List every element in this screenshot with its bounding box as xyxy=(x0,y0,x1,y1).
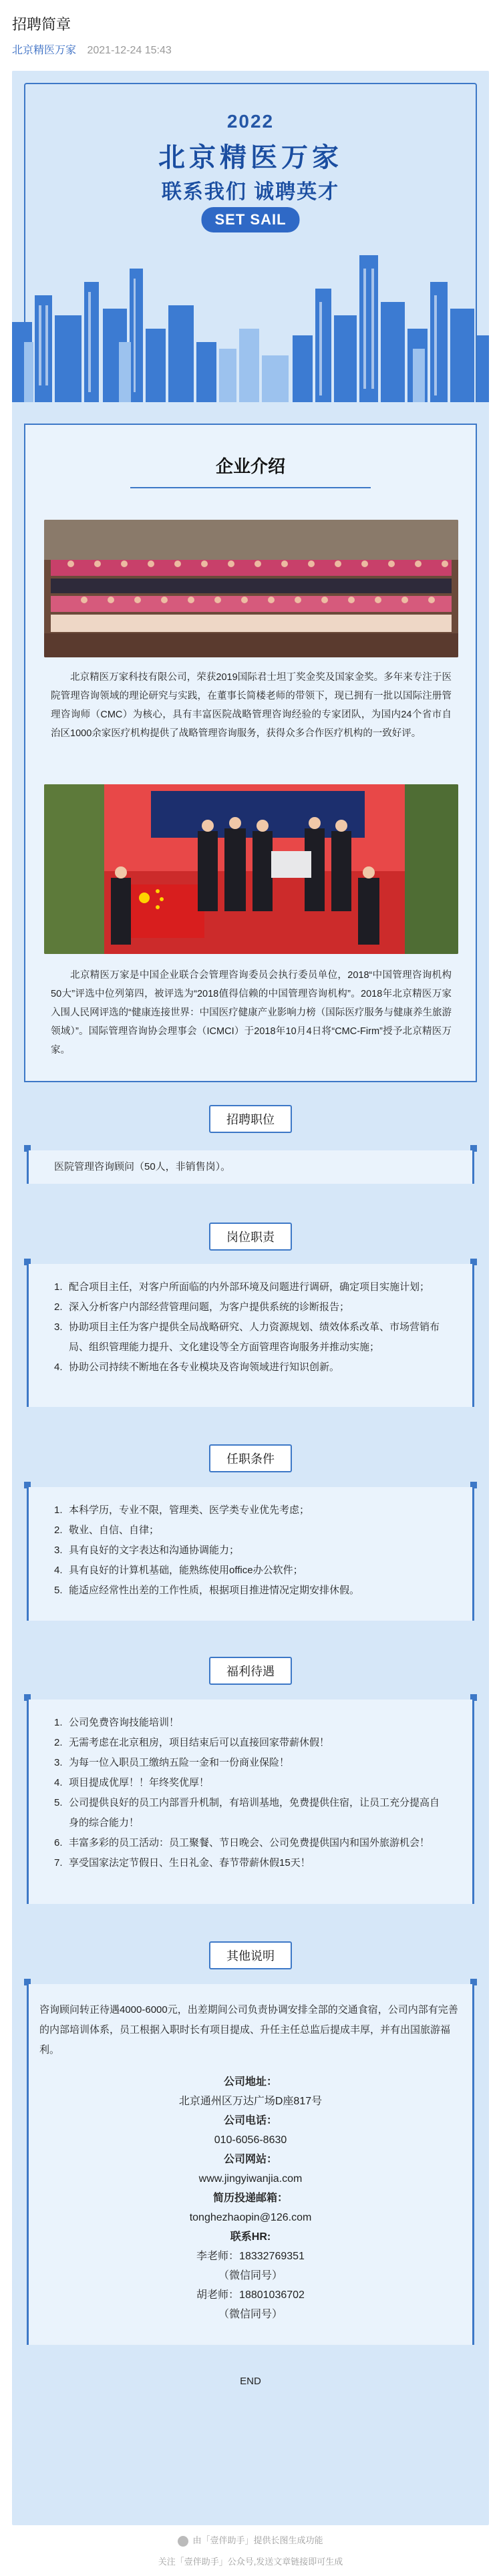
list-item: 6. 丰富多彩的员工活动：员工聚餐、节日晚会、公司免费提供国内和国外旅游机会！ xyxy=(54,1837,430,1848)
article-title: 招聘简章 xyxy=(12,16,71,33)
intro-title-divider xyxy=(130,487,371,488)
positions-title: 招聘职位 xyxy=(209,1105,292,1133)
hr-contact-1[interactable]: 李老师：18332769351 xyxy=(196,2251,305,2262)
duties-title: 岗位职责 xyxy=(209,1223,292,1251)
list-item: 4. 协助公司持续不断地在各专业模块及咨询领域进行知识创新。 xyxy=(54,1361,340,1373)
phone-label: 公司电话： xyxy=(223,2115,277,2126)
hr-contact-2[interactable]: 胡老师：18801036702 xyxy=(196,2289,305,2301)
banner-company: 北京精医万家 xyxy=(158,143,343,172)
hr-contact-1-note: （微信同号） xyxy=(218,2270,283,2281)
requirements-title: 任职条件 xyxy=(209,1444,292,1472)
hr-contact-2-note: （微信同号） xyxy=(218,2309,283,2320)
positions-box xyxy=(27,1150,474,1184)
benefits-box xyxy=(27,1700,474,1904)
city-skyline-illustration xyxy=(12,242,489,402)
set-sail-badge: SET SAIL xyxy=(201,207,299,232)
contact-info xyxy=(12,2072,489,2324)
article-meta xyxy=(12,41,489,57)
footer-line-2: 关注「壹伴助手」公众号,发送文章链接即可生成 xyxy=(158,2556,343,2567)
list-item: 5. 公司提供良好的员工内部晋升机制，有培训基地，免费提供住宿，让员工充分提高自身的综合能力！ xyxy=(54,1797,440,1828)
list-item: 3. 具有良好的文字表达和沟通协调能力； xyxy=(54,1545,240,1556)
requirements-heading xyxy=(12,1444,489,1472)
end-mark: END xyxy=(240,2376,261,2387)
duties-heading xyxy=(12,1223,489,1251)
benefits-heading xyxy=(12,1657,489,1685)
positions-text: 医院管理咨询顾问（50人，非销售岗）。 xyxy=(54,1161,231,1172)
recruit-banner xyxy=(12,71,489,402)
list-item: 2. 深入分析客户内部经营管理问题，为客户提供系统的诊断报告； xyxy=(54,1301,350,1313)
positions-heading xyxy=(12,1105,489,1133)
phone-value[interactable]: 010-6056-8630 xyxy=(214,2134,287,2146)
list-item: 5. 能适应经常性出差的工作性质，根据项目推进情况定期安排休假。 xyxy=(54,1585,360,1596)
list-item: 4. 项目提成优厚！！年终奖优厚！ xyxy=(54,1777,210,1788)
list-item: 2. 无需考虑在北京租房，项目结束后可以直接回家带薪休假！ xyxy=(54,1737,330,1748)
team-group-photo[interactable] xyxy=(44,520,458,657)
hr-label: 联系HR: xyxy=(230,2231,271,2243)
article-header xyxy=(0,0,501,56)
list-item: 3. 协助项目主任为客户提供全局战略研究、人力资源规划、绩效体系改革、市场营销布局、组织管理能力提升、文化建设等全方面管理咨询服务并推动实施； xyxy=(54,1321,440,1353)
website-label: 公司网站： xyxy=(223,2154,277,2165)
list-item: 1. 配合项目主任，对客户所面临的内外部环境及问题进行调研，确定项目实施计划； xyxy=(54,1281,430,1293)
intro-title: 企业介绍 xyxy=(215,456,285,476)
company-intro-card xyxy=(24,424,477,1082)
account-name-link[interactable]: 北京精医万家 xyxy=(12,45,77,56)
article-body xyxy=(12,71,489,2525)
list-item: 4. 具有良好的计算机基础，能熟练使用office办公软件； xyxy=(54,1565,303,1576)
other-text: 咨询顾问转正待遇4000-6000元，出差期间公司负责协调安排全部的交通食宿，公司内部有完善的内部培训体系，员工根据入职时长有项目提成、升任主任总监后提成丰厚，并有出国旅游福利。 xyxy=(39,2004,458,2056)
email-value[interactable]: tonghezhaopin@126.com xyxy=(189,2212,312,2223)
email-label: 简历投递邮箱： xyxy=(212,2193,288,2204)
award-ceremony-photo[interactable] xyxy=(44,784,458,954)
yiban-logo-icon xyxy=(178,2536,188,2547)
list-item: 1. 公司免费咨询技能培训！ xyxy=(54,1717,180,1728)
address-label: 公司地址： xyxy=(223,2076,277,2088)
address-value: 北京通州区万达广场D座817号 xyxy=(178,2096,323,2107)
requirements-box xyxy=(27,1487,474,1621)
list-item: 3. 为每一位入职员工缴纳五险一金和一份商业保险！ xyxy=(54,1757,290,1768)
longimage-footer xyxy=(0,2533,501,2567)
intro-paragraph-1: 北京精医万家科技有限公司，荣获2019国际君士坦丁奖金奖及国家金奖。多年来专注于医院管理咨询领域的理论研究与实践，在董事长简楼老师的带领下，现已拥有一批以国际注册管理咨询师（CMC）为核心，具有丰富医院战略管理咨询经验的专家团队，为国内24个省市自治区1000余家医疗机构提供了战略管理咨询服务，获得众多合作医疗机构的一致好评。 xyxy=(51,672,452,739)
list-item: 7. 享受国家法定节假日、生日礼金、春节带薪休假15天！ xyxy=(54,1857,311,1869)
list-item: 2. 敬业、自信、自律； xyxy=(54,1524,160,1536)
benefits-title: 福利待遇 xyxy=(209,1657,292,1685)
publish-time: 2021-12-24 15:43 xyxy=(87,45,172,56)
duties-box xyxy=(27,1264,474,1407)
footer-line-1: 由「壹伴助手」提供长图生成功能 xyxy=(192,2535,323,2545)
other-heading xyxy=(12,1941,489,1969)
other-title: 其他说明 xyxy=(209,1941,292,1969)
banner-slogan: 联系我们 诚聘英才 xyxy=(161,181,340,203)
intro-paragraph-2: 北京精医万家是中国企业联合会管理咨询委员会执行委员单位，2018“中国管理咨询机构50大”评选中位列第四，被评选为“2018值得信赖的中国管理咨询机构”。2018年北京精医万家入围人民网评选的“健康连接世界：中国医疗健康产业影响力榜（国际医疗服务与健康养生旅游领域）”。国际管理咨询协会理事会（ICMCI）于2018年10月4日将“CMC-Firm”授予北京精医万家。 xyxy=(51,970,452,1056)
list-item: 1. 本科学历，专业不限，管理类、医学类专业优先考虑； xyxy=(54,1504,310,1516)
website-value[interactable]: www.jingyiwanjia.com xyxy=(198,2173,303,2185)
banner-year: 2022 xyxy=(226,111,275,132)
